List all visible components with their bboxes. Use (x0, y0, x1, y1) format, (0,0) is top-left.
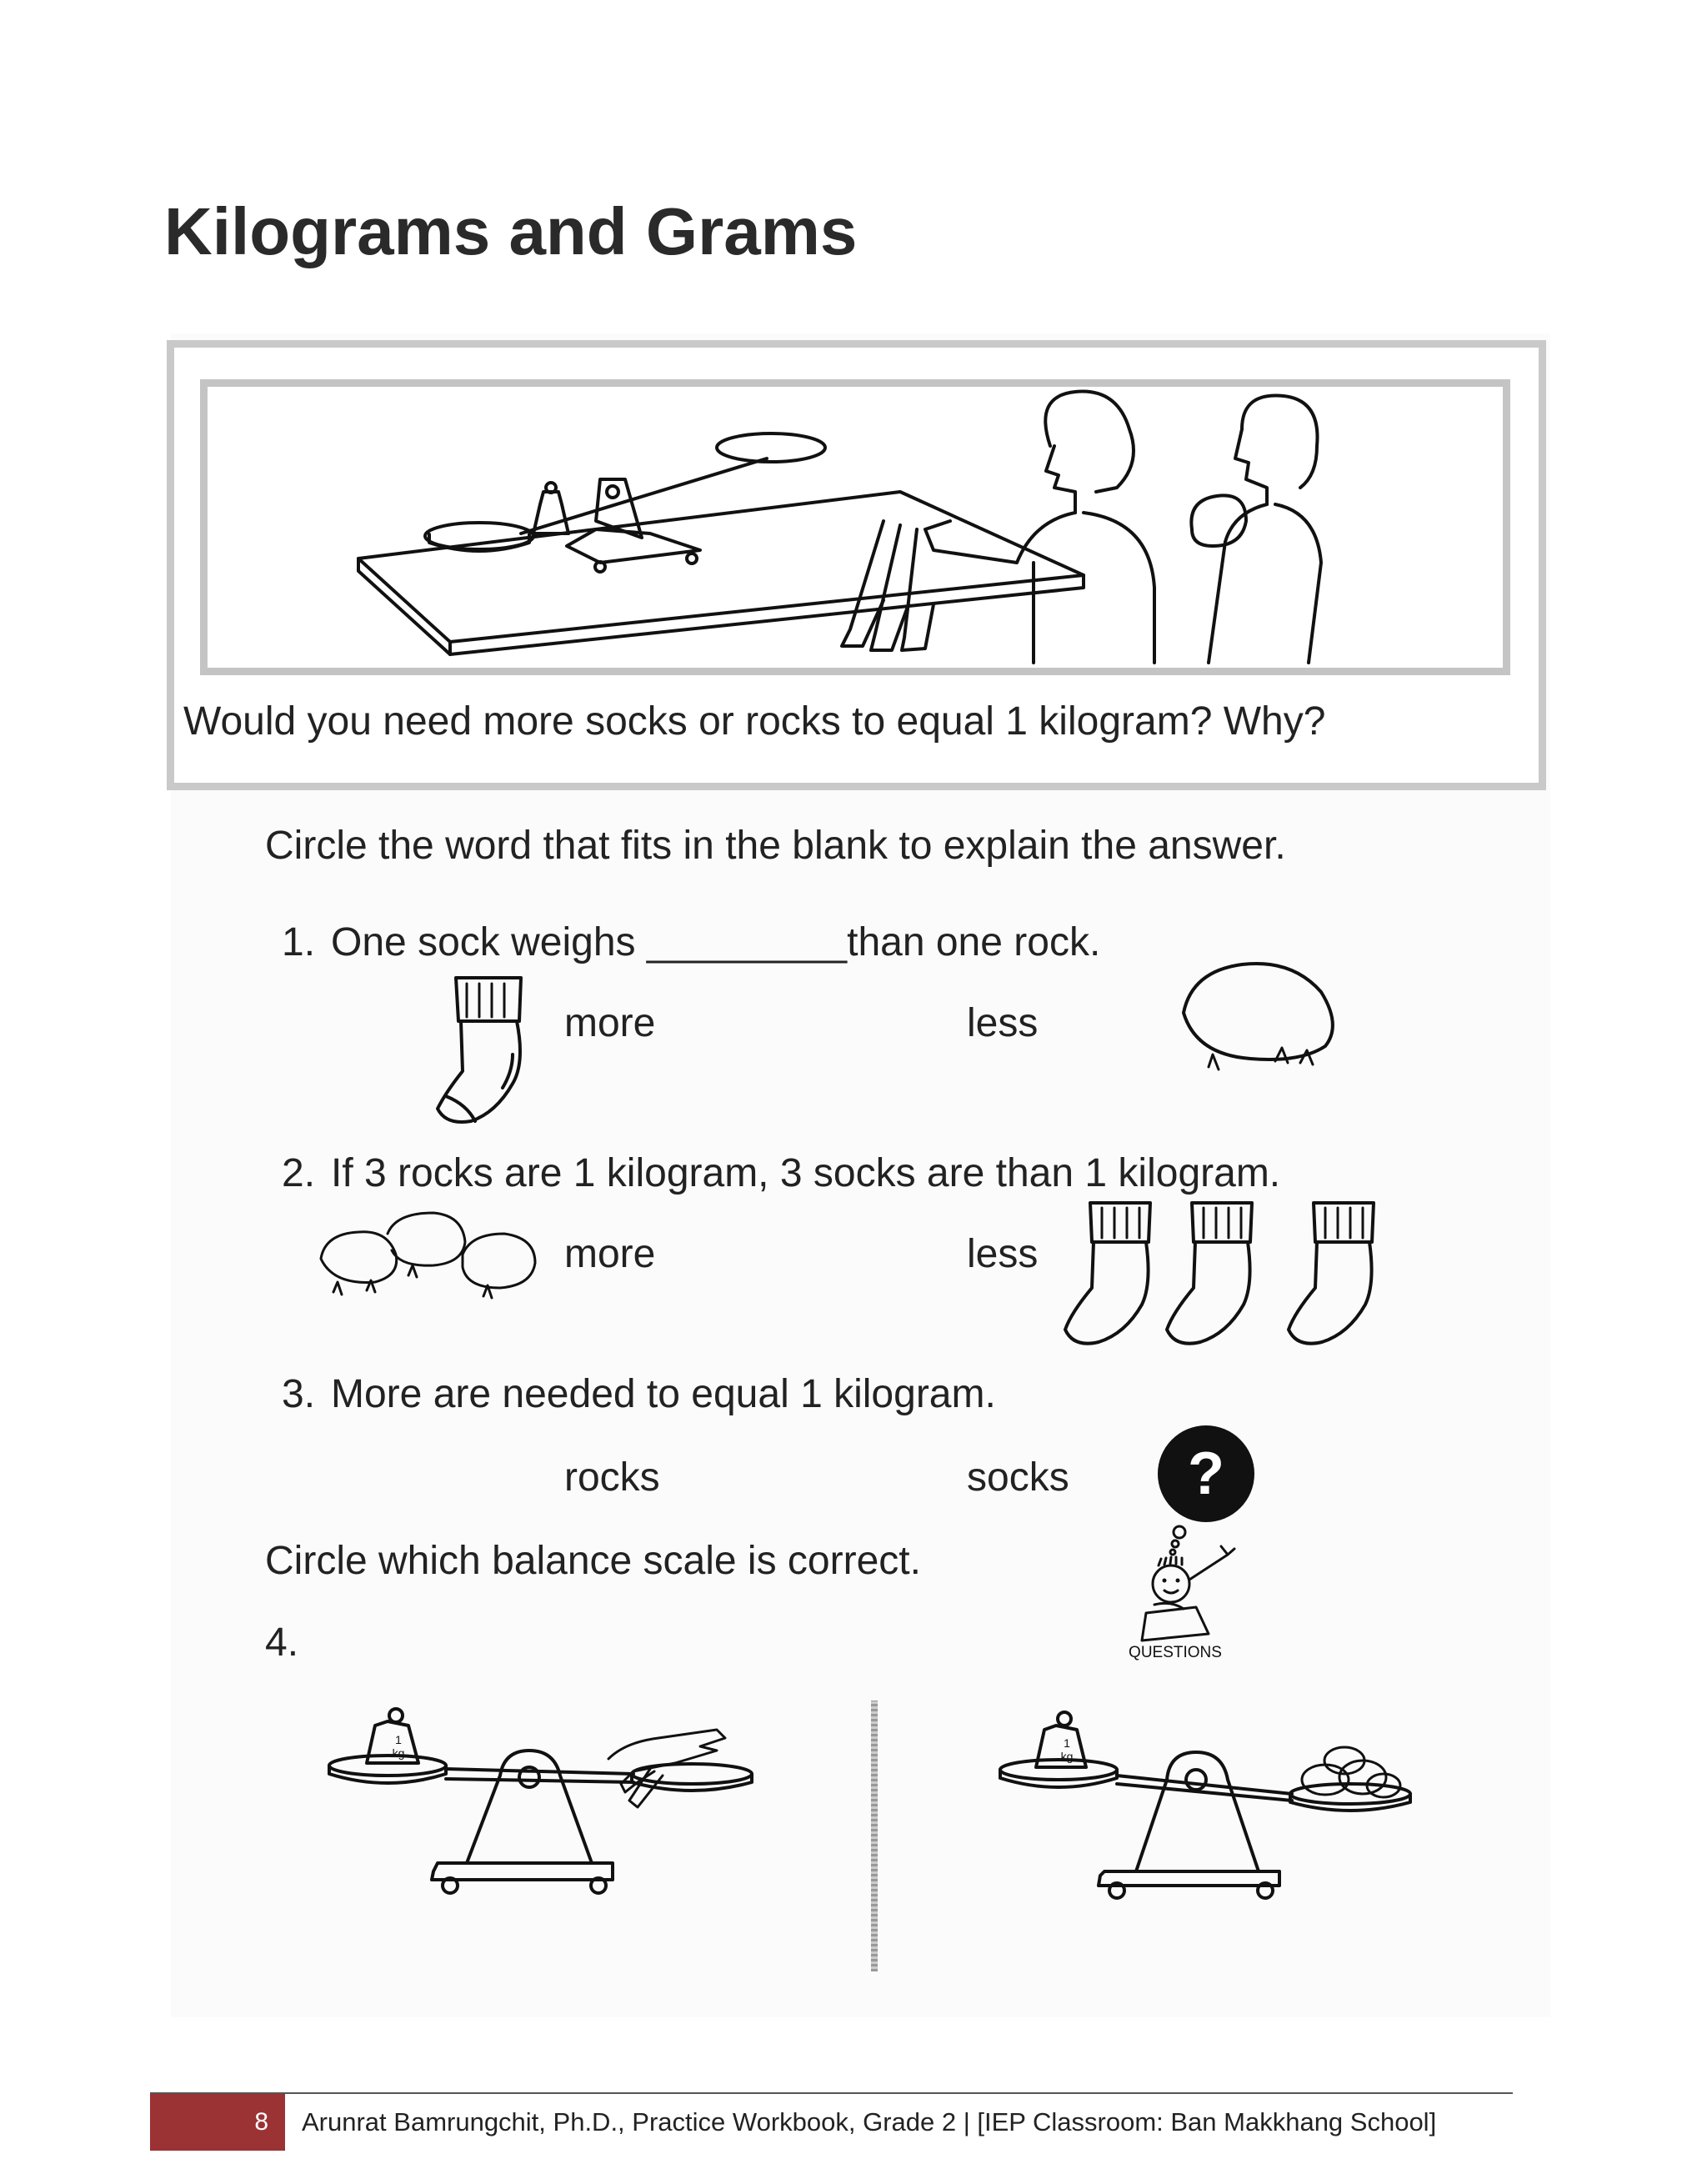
q2-option-less[interactable]: less (967, 1232, 1039, 1276)
question-mark-icon: ? (1188, 1440, 1224, 1507)
three-rocks-icon (317, 1209, 542, 1309)
sock-icon (429, 971, 533, 1134)
q1-number: 1. (282, 920, 316, 964)
girl-drawing (1191, 396, 1321, 664)
intro-question: Would you need more socks or rocks to equal 1 kilogram? Why? (183, 699, 1326, 744)
three-socks-icon (1059, 1196, 1392, 1359)
sock-icon (1065, 1203, 1150, 1344)
q3-text: More are needed to equal 1 kilogram. (331, 1372, 996, 1416)
q3-option-socks[interactable]: socks (967, 1455, 1069, 1500)
boy-drawing (925, 392, 1154, 663)
q1-text: One sock weighs _________than one rock. (331, 920, 1101, 964)
table-drawing (358, 492, 1084, 654)
page-number: 8 (254, 2108, 268, 2136)
q2-option-more[interactable]: more (564, 1232, 656, 1276)
q1-option-less[interactable]: less (967, 1001, 1039, 1045)
questions-label: QUESTIONS (1129, 1644, 1222, 1661)
sock-icon (1167, 1203, 1252, 1344)
q4-number: 4. (265, 1620, 299, 1665)
instruction-circle-word: Circle the word that fits in the blank to explain the answer. (265, 824, 1286, 868)
instruction-circle-scale: Circle which balance scale is correct. (265, 1539, 921, 1583)
footer-citation: Arunrat Bamrungchit, Ph.D., Practice Workbook, Grade 2 | [IEP Classroom: Ban Makkhang School] (302, 2107, 1437, 2136)
q2-number: 2. (282, 1151, 316, 1195)
page-title: Kilograms and Grams (164, 194, 858, 268)
rocks-on-scale-icon (1302, 1747, 1400, 1797)
socks-on-scale-icon (608, 1730, 725, 1807)
scale-divider (871, 1701, 878, 1971)
intro-illustration (350, 396, 1367, 671)
socks-drawing (842, 521, 934, 650)
q2-text: If 3 rocks are 1 kilogram, 3 socks are than 1 kilogram. (331, 1151, 1281, 1195)
q1-option-more[interactable]: more (564, 1001, 656, 1045)
balance-scale-left[interactable] (325, 1692, 758, 1917)
svg-text:1: 1 (395, 1733, 402, 1746)
footer-rule (150, 2092, 1513, 2094)
q3-number: 3. (282, 1372, 316, 1416)
rock-icon (1175, 954, 1342, 1088)
questions-badge (1129, 1434, 1263, 1667)
svg-text:1: 1 (1064, 1736, 1070, 1750)
svg-text:kg: kg (1060, 1750, 1074, 1763)
balance-scale-right[interactable] (996, 1701, 1429, 1917)
q3-option-rocks[interactable]: rocks (564, 1455, 660, 1500)
sock-icon (1289, 1203, 1374, 1344)
table-balance-scale (425, 433, 825, 572)
svg-text:kg: kg (392, 1746, 405, 1760)
